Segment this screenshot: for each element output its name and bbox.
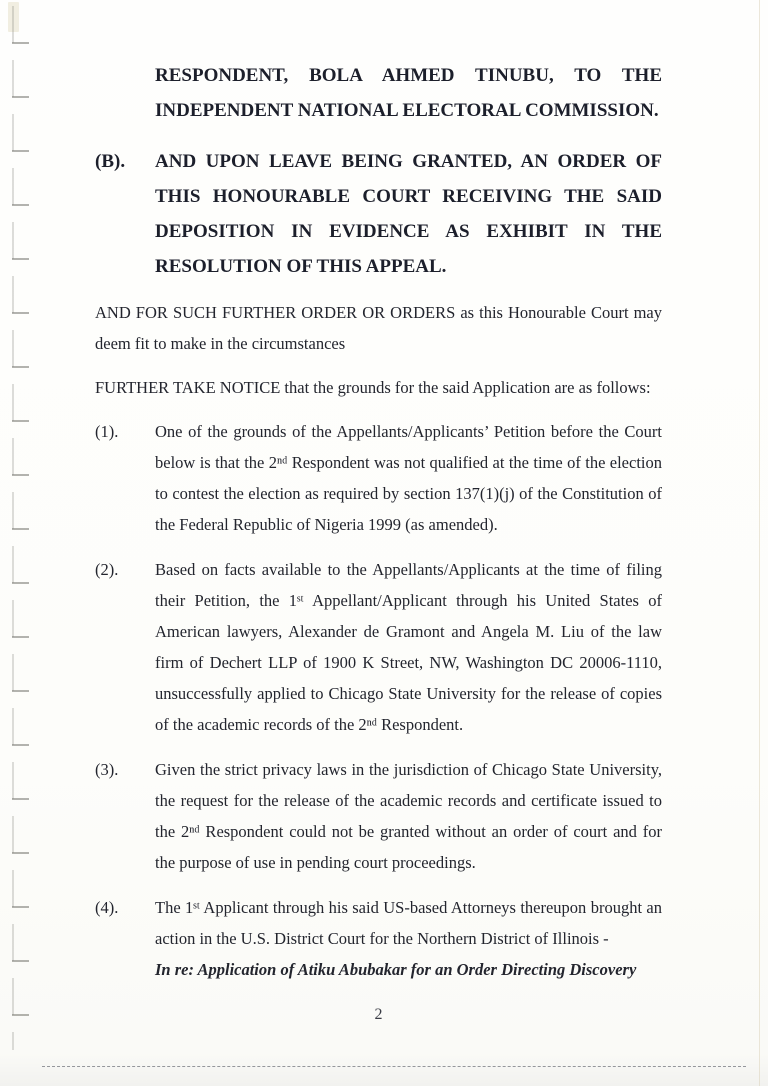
scan-bottom-edge-line	[42, 1066, 746, 1067]
ground-2-label: (2).	[95, 560, 119, 579]
ground-1-label: (1).	[95, 422, 119, 441]
document-body	[95, 58, 662, 1030]
further-order-paragraph: AND FOR SUCH FURTHER ORDER OR ORDERS as this Honourable Court may deem fit to make in the circumstances	[95, 303, 662, 353]
ground-4-text	[155, 892, 662, 985]
clause-b-text: AND UPON LEAVE BEING GRANTED, AN ORDER OF THIS HONOURABLE COURT RECEIVING THE SAID DEPOSITION IN EVIDENCE AS EXHIBIT IN THE RESOLUTION OF THIS APPEAL.	[155, 151, 662, 277]
ground-item-1	[95, 416, 662, 540]
ground-item-3	[95, 754, 662, 878]
binding-marks-strip	[12, 6, 36, 1050]
ground-3-text: Given the strict privacy laws in the jurisdiction of Chicago State University, the request for the release of the academic records and certificate issued to the 2ⁿᵈ Respondent could not be granted without an order of court and for the purpose of use in pending court proceedings.	[155, 760, 662, 872]
ground-4-label: (4).	[95, 898, 119, 917]
ground-item-4	[95, 892, 662, 985]
clause-b-label: (B).	[95, 151, 126, 172]
heading-continuation: RESPONDENT, BOLA AHMED TINUBU, TO THE INDEPENDENT NATIONAL ELECTORAL COMMISSION.	[155, 65, 662, 121]
ground-2-text: Based on facts available to the Appellants/Applicants at the time of filing their Petition, the 1ˢᵗ Appellant/Applicant through his United States of American lawyers, Alexander de Gramont and Angela M. Liu of the law firm of Dechert LLP of 1900 K Street, NW, Washington DC 20006-1110, unsuccessfully applied to Chicago State University for the release of copies of the academic records of the 2ⁿᵈ Respondent.	[155, 560, 662, 734]
clause-b	[95, 144, 662, 284]
page-number: 2	[374, 1006, 383, 1023]
case-citation-italic: In re: Application of Atiku Abubakar for an Order Directing Discovery	[155, 960, 637, 979]
ground-1-text: One of the grounds of the Appellants/Applicants’ Petition before the Court below is that the 2ⁿᵈ Respondent was not qualified at the time of the election to contest the election as required by section 137(1)(j) of the Constitution of the Federal Republic of Nigeria 1999 (as amended).	[155, 422, 662, 534]
page-right-edge-shadow	[759, 0, 760, 1086]
ground-item-2	[95, 554, 662, 740]
ground-4-text-normal: The 1ˢᵗ Applicant through his said US-based Attorneys thereupon brought an action in the U.S. District Court for the Northern District of Illinois -	[155, 898, 662, 948]
ground-3-label: (3).	[95, 760, 119, 779]
take-notice-paragraph: FURTHER TAKE NOTICE that the grounds for the said Application are as follows:	[95, 378, 651, 397]
